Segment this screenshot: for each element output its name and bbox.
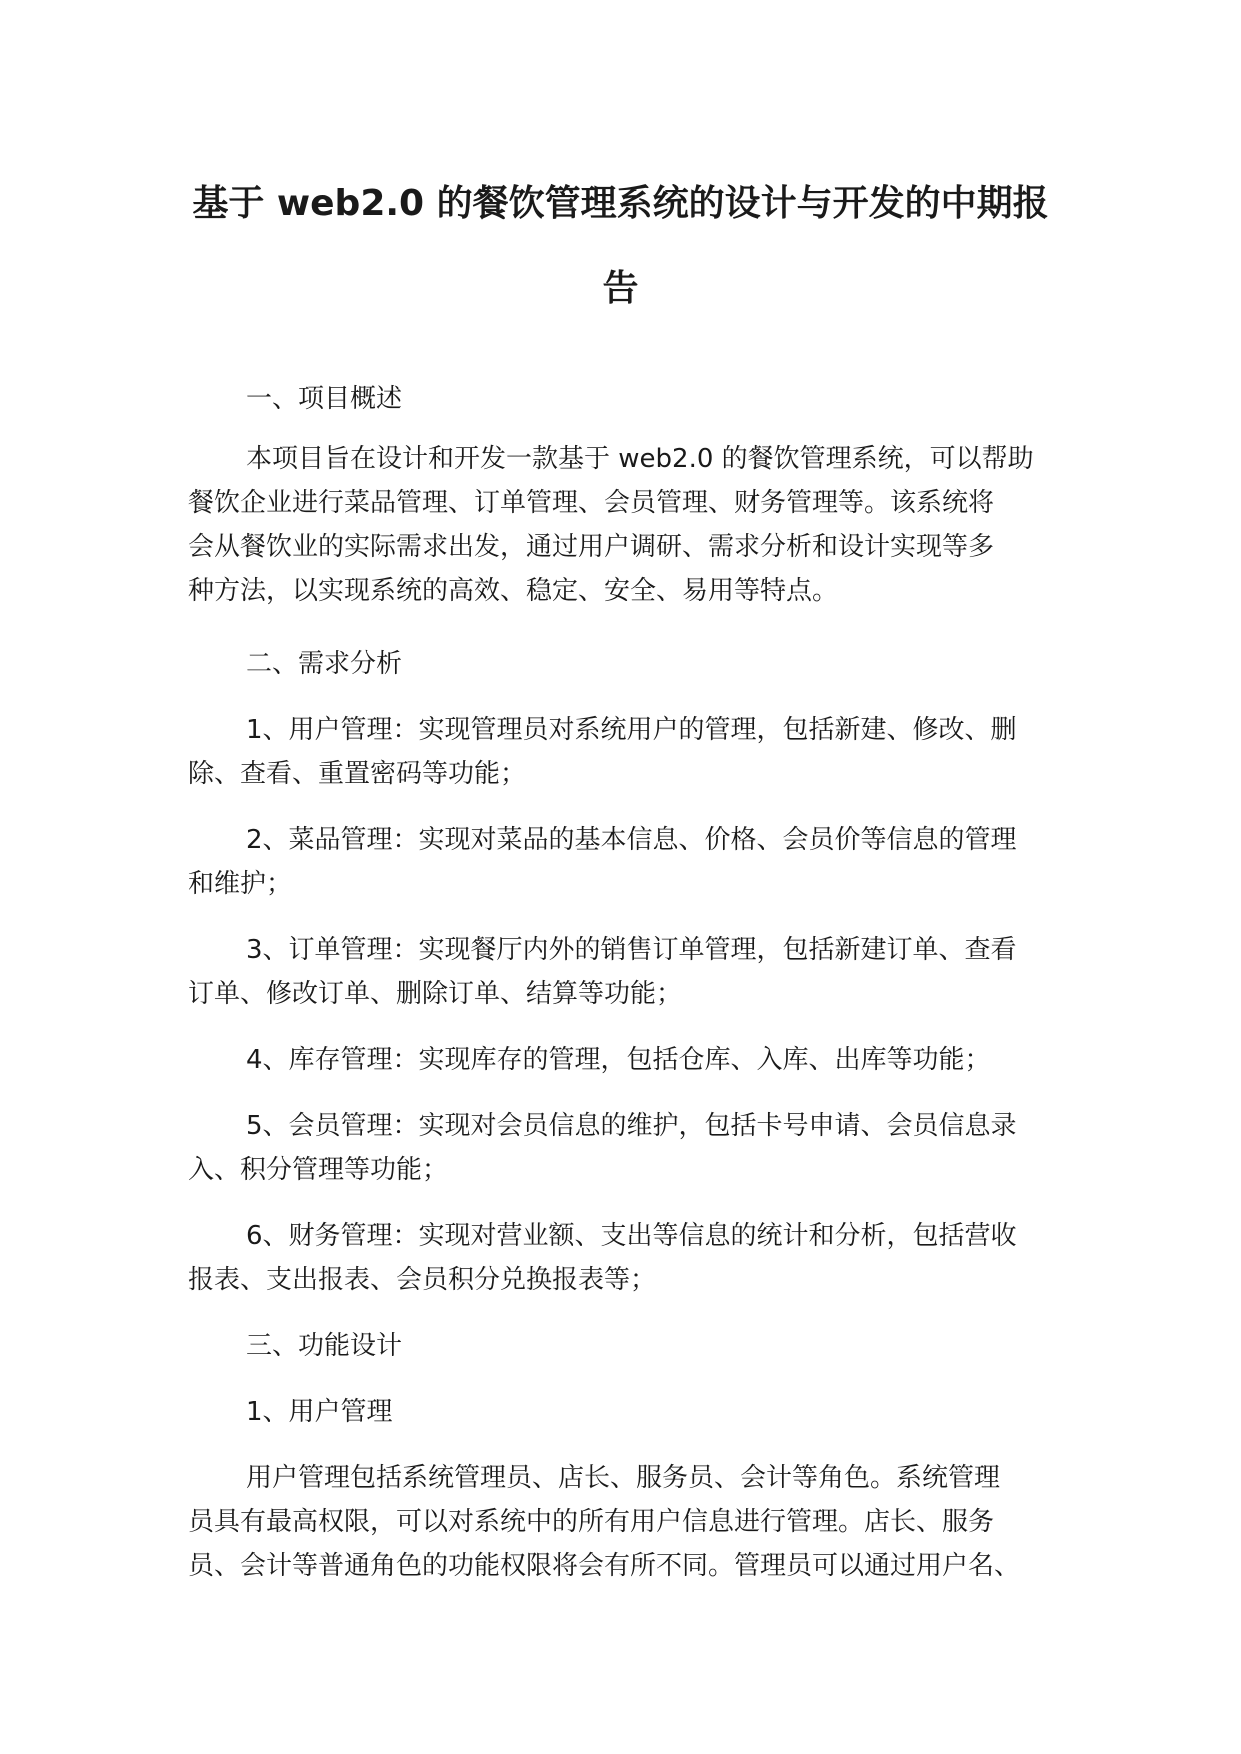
paragraph-line: 餐饮企业进行菜品管理、订单管理、会员管理、财务管理等。该系统将 xyxy=(188,488,995,518)
paragraph-line: 1、用户管理：实现管理员对系统用户的管理，包括新建、修改、删 xyxy=(246,715,1017,745)
paragraph-line: 4、库存管理：实现库存的管理，包括仓库、入库、出库等功能； xyxy=(246,1045,991,1075)
paragraph-line: 入、积分管理等功能； xyxy=(188,1155,449,1185)
paragraph-line: 6、财务管理：实现对营业额、支出等信息的统计和分析，包括营收 xyxy=(246,1221,1017,1251)
paragraph-line: 员、会计等普通角色的功能权限将会有所不同。管理员可以通过用户名、 xyxy=(188,1551,1021,1581)
document-title-line1: 基于 web2.0 的餐饮管理系统的设计与开发的中期报 xyxy=(192,183,1049,224)
document-title-line2: 告 xyxy=(602,268,639,309)
paragraph-line: 用户管理包括系统管理员、店长、服务员、会计等角色。系统管理 xyxy=(246,1463,1001,1493)
paragraph-line: 员具有最高权限，可以对系统中的所有用户信息进行管理。店长、服务 xyxy=(188,1507,995,1537)
paragraph-line: 报表、支出报表、会员积分兑换报表等； xyxy=(188,1265,657,1295)
section-heading-function-design: 三、功能设计 xyxy=(246,1331,403,1361)
section-heading-requirements: 二、需求分析 xyxy=(246,649,403,679)
paragraph-line: 本项目旨在设计和开发一款基于 web2.0 的餐饮管理系统，可以帮助 xyxy=(246,444,1034,474)
paragraph-line: 2、菜品管理：实现对菜品的基本信息、价格、会员价等信息的管理 xyxy=(246,825,1017,855)
paragraph-line: 除、查看、重置密码等功能； xyxy=(188,759,527,789)
subsection-heading-user-management: 1、用户管理 xyxy=(246,1397,393,1427)
paragraph-line: 和维护； xyxy=(188,869,293,899)
paragraph-line: 会从餐饮业的实际需求出发，通过用户调研、需求分析和设计实现等多 xyxy=(188,532,995,562)
paragraph-line: 3、订单管理：实现餐厅内外的销售订单管理，包括新建订单、查看 xyxy=(246,935,1017,965)
paragraph-line: 5、会员管理：实现对会员信息的维护，包括卡号申请、会员信息录 xyxy=(246,1111,1017,1141)
paragraph-line: 种方法，以实现系统的高效、稳定、安全、易用等特点。 xyxy=(188,576,839,606)
section-heading-overview: 一、项目概述 xyxy=(246,384,403,414)
paragraph-line: 订单、修改订单、删除订单、结算等功能； xyxy=(188,979,683,1009)
